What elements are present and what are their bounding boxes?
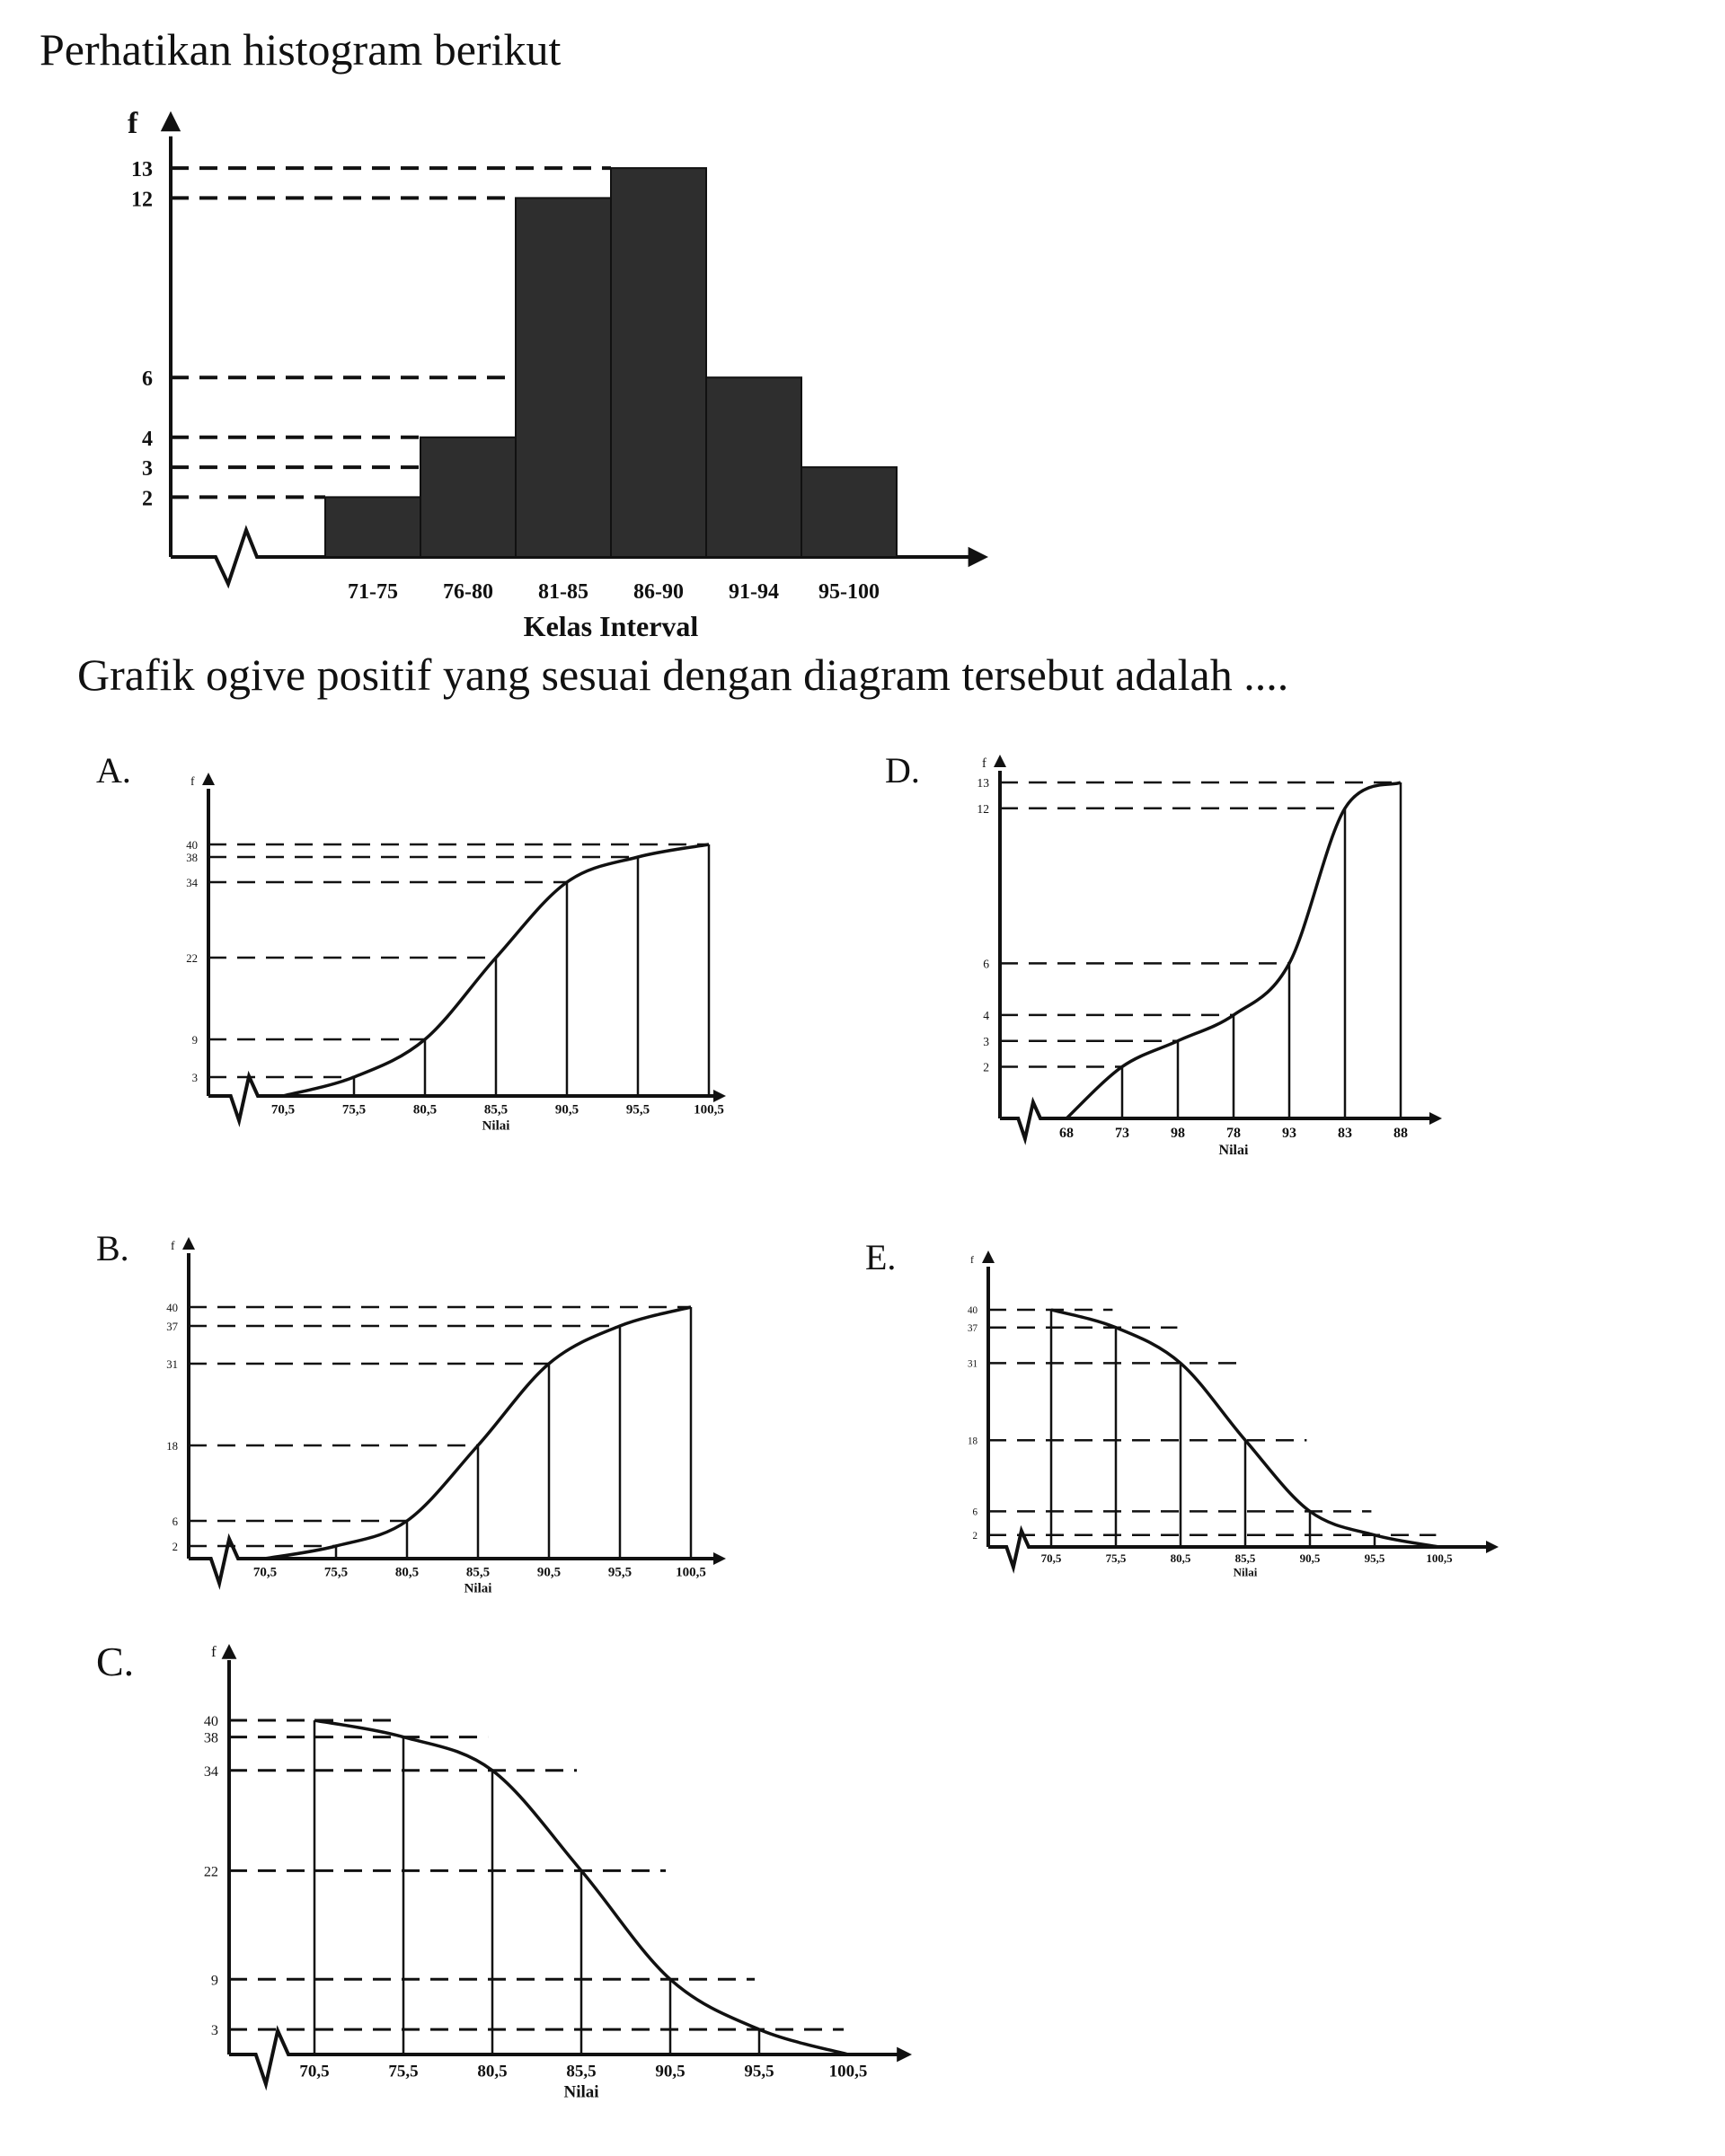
option-a-letter[interactable]: A. [96,750,131,791]
ogB-x-tick: 80,5 [394,1565,420,1580]
ogD-x-tick: 68 [1059,1125,1074,1141]
ogA-x-tick: 100,5 [694,1102,724,1118]
ogA-x-tick: 85,5 [483,1102,509,1118]
histogram-category-label: 86-90 [633,580,684,604]
ogC-y-tick: 22 [203,1864,218,1880]
ogA-y-label: f [190,774,195,788]
ogE-x-tick: 95,5 [1364,1551,1385,1565]
ogD-y-tick: 3 [983,1034,989,1048]
ogD-y-label: f [982,756,986,771]
ogC-x-tick: 85,5 [566,2062,597,2081]
histogram-bar [420,437,516,557]
histogram-bar [325,497,420,557]
histogram-y-tick: 2 [142,487,153,511]
ogC-x-tick: 70,5 [299,2062,330,2081]
ogA-y-tick: 40 [186,838,198,852]
ogA-y-tick: 3 [191,1071,198,1084]
ogA-y-tick: 34 [186,876,198,889]
ogA-x-tick: 70,5 [270,1102,296,1118]
ogA-y-tick: 22 [186,951,198,965]
ogE-y-label: f [970,1254,974,1266]
ogE-ogive-curve [1051,1310,1439,1547]
ogE-y-tick: 18 [967,1436,978,1447]
ogA-x-tick: 95,5 [625,1102,650,1118]
ogB-ogive-curve [265,1307,691,1559]
ogB-x-label: Nilai [464,1581,492,1596]
ogE-y-tick: 31 [967,1358,978,1370]
ogA-y-arrow [202,773,215,785]
question-intro: Perhatikan histogram berikut [40,24,562,75]
ogD-y-tick: 13 [977,776,989,791]
ogC-y-arrow [222,1644,237,1659]
ogD-x-axis [1000,1102,1431,1139]
ogC-x-axis [229,2031,901,2084]
ogD-x-tick: 98 [1171,1125,1185,1141]
ogC-y-tick: 3 [210,2023,218,2039]
histogram-category-label: 71-75 [348,580,398,604]
ogB-x-tick: 100,5 [676,1565,706,1580]
option-b-letter[interactable]: B. [96,1228,129,1268]
ogE-y-tick: 2 [972,1530,978,1542]
ogB-x-arrow [713,1552,726,1565]
histogram-category-label: 95-100 [818,580,880,604]
ogD-x-arrow [1429,1112,1442,1125]
histogram-x-label: Kelas Interval [523,610,699,642]
option-e-letter[interactable]: E. [865,1237,897,1277]
ogE-y-tick: 40 [967,1305,978,1317]
histogram-bar [516,198,611,557]
ogD-y-tick: 4 [983,1009,989,1023]
ogD-y-tick: 6 [983,957,989,971]
ogB-y-tick: 31 [166,1357,178,1371]
histogram-y-tick: 3 [142,457,153,482]
ogD-x-label: Nilai [1218,1143,1249,1158]
ogE-y-tick: 6 [972,1507,978,1518]
ogB-x-tick: 85,5 [465,1565,491,1580]
ogA-y-tick: 38 [186,851,198,864]
ogE-x-axis [988,1531,1488,1568]
ogC-y-tick: 38 [203,1730,218,1746]
ogB-y-tick: 6 [172,1515,178,1528]
histogram-category-label: 91-94 [729,580,779,604]
histogram-bar [801,467,897,557]
ogB-x-tick: 75,5 [323,1565,349,1580]
histogram-y-tick: 12 [131,188,153,212]
histogram-y-tick: 13 [131,158,153,182]
ogB-x-tick: 70,5 [252,1565,278,1580]
ogD-x-tick: 73 [1115,1125,1129,1141]
ogD-x-tick: 88 [1393,1125,1408,1141]
histogram-category-label: 76-80 [443,580,493,604]
ogE-x-tick: 90,5 [1299,1551,1321,1565]
option-d-letter[interactable]: D. [885,750,920,791]
ogA-x-tick: 75,5 [341,1102,367,1118]
ogD-y-tick: 12 [977,801,989,816]
histogram-y-tick: 4 [142,427,153,451]
ogE-x-arrow [1486,1541,1499,1553]
histogram-y-label: f [128,106,138,140]
histogram-chart [0,0,1725,647]
ogD-x-tick: 83 [1338,1125,1352,1141]
ogD-y-tick: 2 [983,1060,989,1074]
ogC-y-label: f [211,1643,217,1660]
ogA-ogive-curve [283,844,709,1096]
ogB-y-arrow [182,1237,195,1250]
ogC-x-tick: 95,5 [744,2062,774,2081]
ogE-x-tick: 75,5 [1105,1551,1127,1565]
ogC-x-tick: 75,5 [388,2062,419,2081]
ogA-x-tick: 80,5 [412,1102,438,1118]
ogC-x-label: Nilai [563,2082,599,2102]
ogD-ogive-curve [1066,782,1401,1118]
ogA-x-tick: 90,5 [554,1102,579,1118]
ogB-y-tick: 18 [166,1439,178,1453]
histogram-bar [611,168,706,557]
ogB-y-tick: 40 [166,1301,178,1314]
option-c-letter[interactable]: C. [96,1639,135,1684]
ogA-y-tick: 9 [191,1033,198,1047]
histogram-y-tick: 6 [142,367,153,392]
ogC-y-tick: 40 [203,1714,218,1730]
histogram-y-arrow [161,111,181,131]
ogB-y-tick: 37 [166,1320,178,1333]
ogC-x-tick: 100,5 [828,2062,868,2081]
ogE-x-tick: 100,5 [1426,1551,1453,1565]
ogB-y-label: f [171,1239,175,1252]
histogram-bar [706,377,801,557]
ogE-x-tick: 80,5 [1170,1551,1191,1565]
ogA-x-label: Nilai [482,1118,510,1134]
ogD-x-tick: 93 [1282,1125,1296,1141]
histogram-x-arrow [969,547,988,567]
ogB-x-tick: 90,5 [536,1565,562,1580]
ogA-x-axis [208,1076,715,1121]
ogB-x-tick: 95,5 [607,1565,632,1580]
ogB-y-tick: 2 [172,1540,178,1553]
ogC-x-tick: 90,5 [655,2062,686,2081]
ogE-x-label: Nilai [1233,1565,1258,1579]
ogD-y-arrow [994,755,1006,767]
ogE-y-arrow [982,1250,995,1263]
ogA-x-arrow [713,1090,726,1102]
ogC-x-tick: 80,5 [477,2062,508,2081]
ogD-x-tick: 78 [1226,1125,1241,1141]
ogE-x-tick: 70,5 [1040,1551,1062,1565]
ogE-x-tick: 85,5 [1234,1551,1256,1565]
ogC-y-tick: 9 [210,1973,218,1989]
ogE-y-tick: 37 [967,1322,978,1334]
ogC-ogive-curve [314,1720,848,2054]
ogC-y-tick: 34 [203,1763,218,1780]
histogram-category-label: 81-85 [538,580,588,604]
question-prompt: Grafik ogive positif yang sesuai dengan diagram tersebut adalah .... [77,649,1289,700]
ogB-x-axis [189,1539,715,1584]
ogC-x-arrow [897,2047,912,2063]
